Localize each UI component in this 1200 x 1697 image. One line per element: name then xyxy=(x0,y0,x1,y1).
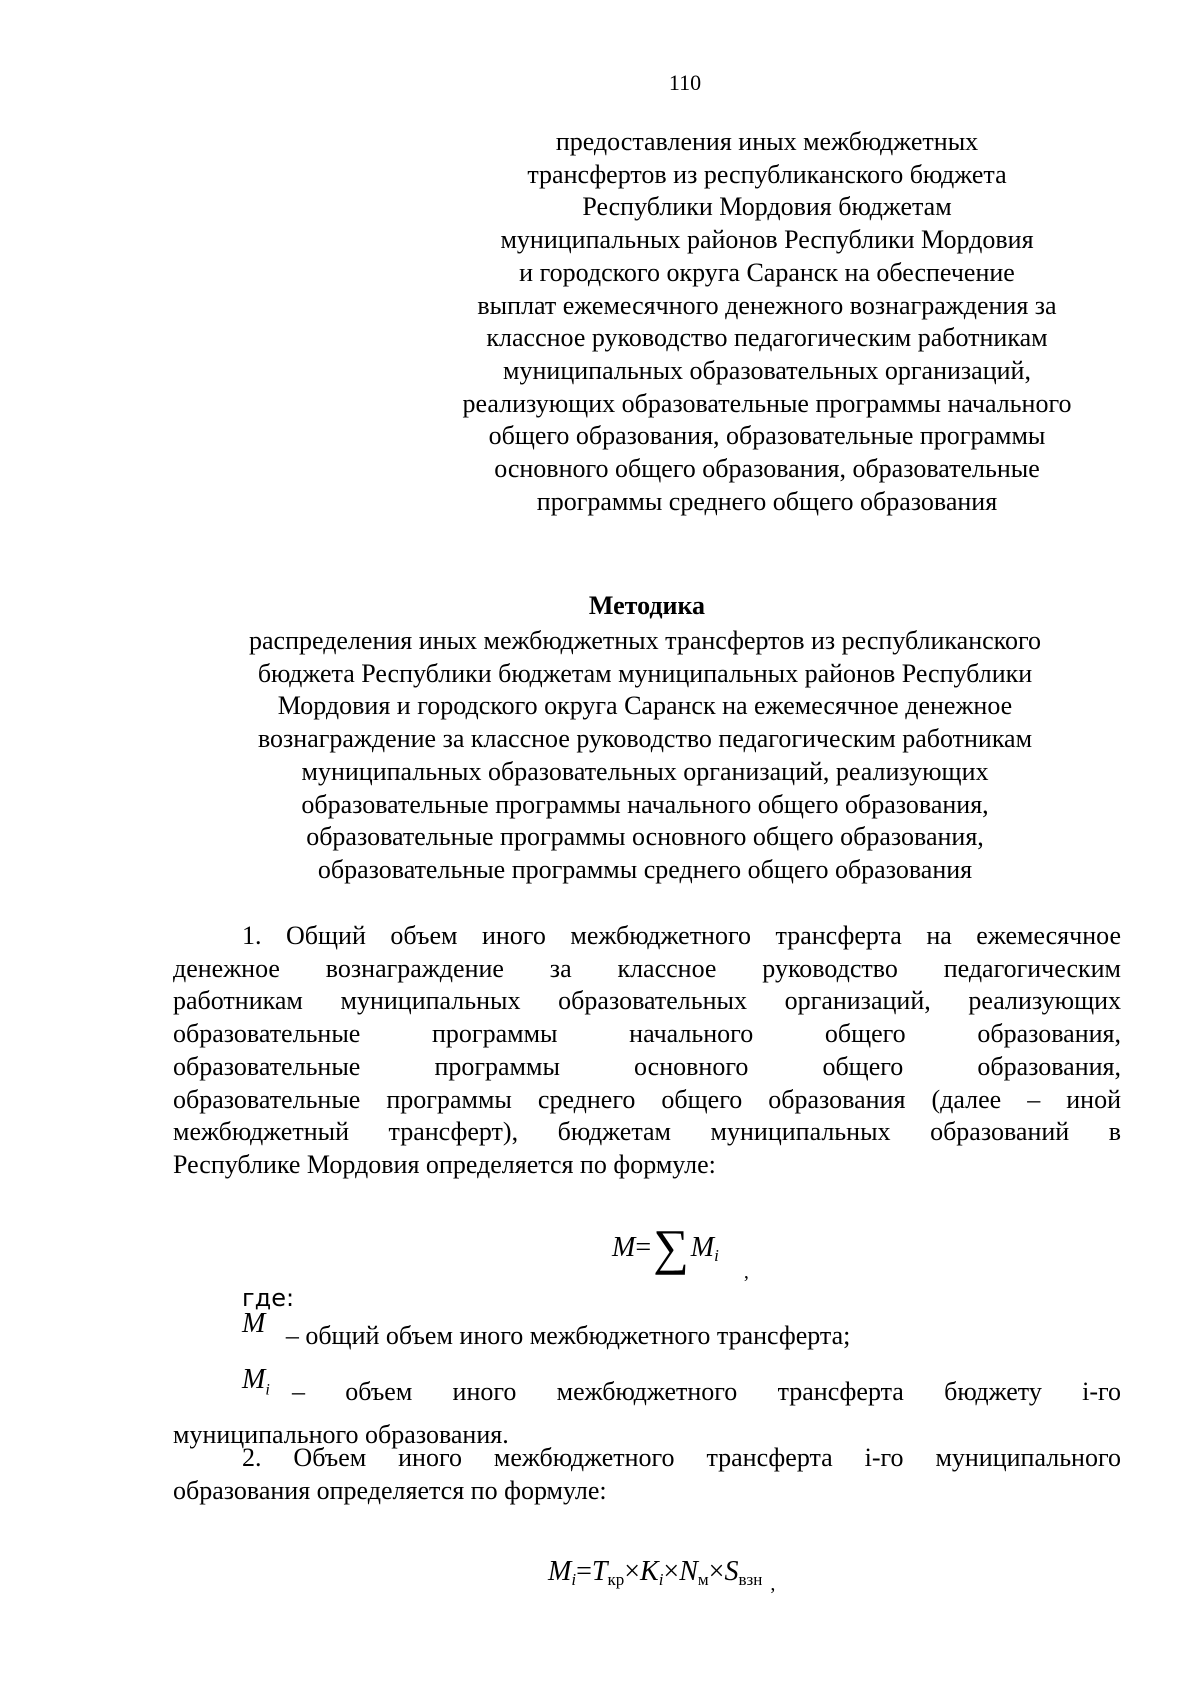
appendix-header-line: выплат ежемесячного денежного вознаграждения за xyxy=(477,290,1057,320)
method-subtitle-line: муниципальных образовательных организаций, реализующих xyxy=(301,756,989,786)
formula-total xyxy=(612,1218,749,1283)
method-title: Методика xyxy=(588,591,706,620)
formula-subscript: кр xyxy=(607,1570,625,1589)
paragraph-line: образования определяется по формуле: xyxy=(173,1475,607,1505)
formula-operator: = xyxy=(635,1232,652,1263)
appendix-header-line: муниципальных районов Республики Мордовия xyxy=(500,225,1034,255)
paragraph-line: денежное вознаграждение за классное руководство педагогическим xyxy=(173,953,1121,983)
definition-symbol-letter: M xyxy=(242,1364,266,1395)
paragraph-line: образовательные программы основного общего образования, xyxy=(173,1051,1121,1081)
appendix-header-line: и городского округа Саранск на обеспечение xyxy=(519,257,1015,287)
definition-symbol xyxy=(242,1364,292,1407)
paragraph-2 xyxy=(173,1442,1121,1507)
formula-subscript: i xyxy=(658,1570,664,1589)
appendix-header-line: основного общего образования, образовательные xyxy=(494,454,1040,484)
paragraph-line: межбюджетный трансферт), бюджетам муниципальных образований в xyxy=(173,1117,1121,1147)
method-subtitle-line: вознаграждение за классное руководство педагогическим работникам xyxy=(257,724,1033,754)
appendix-header-line: Республики Мордовия бюджетам xyxy=(582,192,952,222)
formula-operator: × xyxy=(708,1556,725,1587)
formula-symbol: N xyxy=(679,1556,698,1587)
definition-per-municipality xyxy=(173,1364,1121,1452)
paragraph-line: образовательные программы среднего общего образования (далее – иной xyxy=(173,1084,1121,1114)
appendix-header-line: классное руководство педагогическим работникам xyxy=(486,323,1048,353)
formula-operator: = xyxy=(576,1556,592,1587)
method-subtitle-line: распределения иных межбюджетных трансфертов из республиканского xyxy=(249,626,1041,655)
formula-symbol: M xyxy=(690,1232,715,1263)
formula-symbol: T xyxy=(591,1556,608,1587)
formula-comma: , xyxy=(770,1573,776,1595)
definition-subscript: i xyxy=(265,1381,270,1399)
method-subtitle-line: образовательные программы основного общего образования, xyxy=(306,822,984,852)
definition-symbol: M xyxy=(242,1308,266,1339)
formula-subscript: взн xyxy=(738,1570,763,1589)
appendix-header-line: реализующих образовательные программы начального xyxy=(462,388,1072,418)
method-subtitle-line: бюджета Республики бюджетам муниципальных районов Республики xyxy=(257,658,1033,688)
definition-text-continued: муниципального образования. xyxy=(173,1420,509,1450)
formula-symbol: S xyxy=(724,1556,739,1587)
formula-comma: , xyxy=(743,1261,749,1283)
formula-subscript: i xyxy=(714,1246,719,1265)
paragraph-line: образовательные программы начального общего образования, xyxy=(173,1019,1121,1049)
formula-operator: × xyxy=(624,1556,640,1587)
paragraph-line: 1. Общий объем иного межбюджетного трансферта на ежемесячное xyxy=(242,921,1121,950)
formula-subscript: м xyxy=(697,1570,709,1589)
formula-subscript: i xyxy=(571,1570,577,1589)
method-subtitle-line: образовательные программы среднего общего образования xyxy=(317,854,973,884)
paragraph-line: 2. Объем иного межбюджетного трансферта i-го муниципального xyxy=(242,1443,1121,1472)
method-subtitle-line: образовательные программы начального общего образования, xyxy=(301,789,989,819)
appendix-header-line: муниципальных образовательных организаций, xyxy=(503,355,1031,385)
where-label: где: xyxy=(242,1284,295,1312)
appendix-header-line: программы среднего общего образования xyxy=(536,486,998,516)
formula-symbol: M xyxy=(548,1556,572,1587)
page-number: 110 xyxy=(668,70,702,95)
paragraph-line: Республике Мордовия определяется по формуле: xyxy=(173,1149,716,1179)
sum-symbol: ∑ xyxy=(653,1219,689,1275)
definition-text: – общий объем иного межбюджетного трансферта; xyxy=(285,1321,851,1350)
definition-total xyxy=(173,1308,1121,1353)
appendix-header-line: трансфертов из республиканского бюджета xyxy=(527,159,1007,189)
paragraph-line: работникам муниципальных образовательных организаций, реализующих xyxy=(173,986,1121,1016)
appendix-header-line: предоставления иных межбюджетных xyxy=(555,127,979,156)
appendix-header xyxy=(412,126,1122,518)
method-subtitle-line: Мордовия и городского округа Саранск на ежемесячное денежное xyxy=(277,691,1013,721)
formula-municipality xyxy=(548,1556,776,1595)
definition-text: – объем иного межбюджетного трансферта бюджету i-го xyxy=(292,1377,1121,1406)
method-subtitle xyxy=(200,625,1090,887)
appendix-header-line: общего образования, образовательные программы xyxy=(488,421,1046,451)
formula-operator: × xyxy=(663,1556,680,1587)
paragraph-1 xyxy=(173,920,1121,1182)
formula-symbol: M xyxy=(612,1232,636,1263)
formula-symbol: K xyxy=(640,1556,659,1587)
